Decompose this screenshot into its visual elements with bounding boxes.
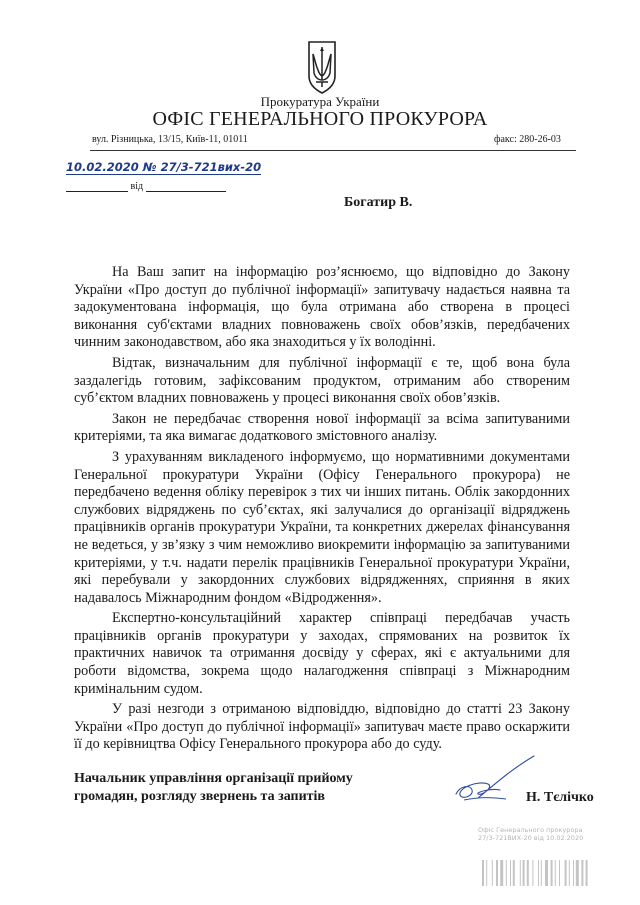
barcode-bar xyxy=(520,860,521,886)
barcode-bar xyxy=(545,860,548,886)
signatory-name: Н. Тєлічко xyxy=(526,790,594,805)
barcode-bar xyxy=(573,860,574,886)
ref-number-blank xyxy=(66,191,128,192)
registration-stamp xyxy=(478,826,628,842)
letter-body xyxy=(74,264,570,757)
barcode-bar xyxy=(555,860,556,886)
barcode-bar xyxy=(541,860,542,886)
body-paragraph: Відтак, визначальним для публічної інформації є те, щоб вона була заздалегідь готовим, зафіксованим продуктом, отриманим або створеним суб’єктом владних повноважень у процесі виконання своїх обов’язків. xyxy=(74,354,570,407)
barcode-bar xyxy=(523,860,525,886)
barcode-icon xyxy=(482,860,618,886)
addressee: Богатир В. xyxy=(344,195,413,210)
body-paragraph: Експертно-консультаційний характер співпраці передбачав участь працівників органів прокуратури у заходах, спрямованих на розвиток їх практичних навичок та отримання досвіду у сферах, які є актуальними для роботи відомства, зокрема щодо налагодження співпраці з Міжнародним кримінальним судом. xyxy=(74,610,570,697)
body-paragraph: У разі незгоди з отриманою відповіддю, відповідно до статті 23 Закону України «Про доступ до публічної інформації» запитувач маєте право оскаржити її до керівництва Офісу Генерального прокурора або до суду. xyxy=(74,701,570,753)
handwritten-signature xyxy=(448,750,538,810)
org-name: Прокуратура України xyxy=(260,94,380,109)
barcode-bar xyxy=(500,860,503,886)
header-divider xyxy=(90,150,576,151)
office-title: ОФІС ГЕНЕРАЛЬНОГО ПРОКУРОРА xyxy=(152,108,488,130)
barcode-bar xyxy=(538,860,539,886)
barcode-bar xyxy=(581,860,583,886)
body-paragraph: З урахуванням викладеного інформуємо, що нормативними документами Генеральної прокуратури України (Офісу Генерального прокурора) не передбачено ведення обліку перевірок з тих чи інших питань. Облік закордонних службових відряджень по суб’єктах, які залучалися до організації відряджень працівників органів прокуратури України, та конкретних джерелах фінансування не ведеться, у зв’язку з чим неможливо виокремити інформацію за запитуваними критеріями, у т.ч. надати перелік працівників Генеральної прокуратури України, які перебували у закордонних службових відрядженнях, сприяння в яких надавалось Міжнародним фондом «Відродження». xyxy=(74,448,570,606)
signatory-position-line: Начальник управління організації прийому xyxy=(74,771,353,786)
barcode-bar xyxy=(576,860,579,886)
reference-line xyxy=(66,181,226,192)
barcode-bar xyxy=(510,860,511,886)
signatory-position xyxy=(74,770,353,806)
ref-from-label: від xyxy=(130,181,144,192)
office-fax: факс: 280-26-03 xyxy=(494,134,561,145)
stamp-line: 27/3-721ВИХ-20 від 10.02.2020 xyxy=(478,834,584,842)
barcode-bar xyxy=(513,860,515,886)
office-address: вул. Різницька, 13/15, Київ-11, 01011 xyxy=(92,134,248,145)
body-paragraph: На Ваш запит на інформацію роз’яснюємо, що відповідно до Закону України «Про доступ до публічної інформації» запитувачу надається наявна та задокументована інформація, що була отримана або створена в процесі виконання суб'єктами владних повноважень своїх обов’язків, передбачених чинним законодавством, або яка знаходиться у їх володінні. xyxy=(74,264,570,351)
barcode-bar xyxy=(569,860,570,886)
signatory-position-line: громадян, розгляду звернень та запитів xyxy=(74,789,325,804)
barcode-bar xyxy=(532,860,533,886)
barcode-bar xyxy=(486,860,487,886)
trident-icon xyxy=(306,40,338,94)
barcode-bar xyxy=(586,860,588,886)
barcode-bar xyxy=(496,860,498,886)
barcode-bar xyxy=(482,860,484,886)
outgoing-number-text: 10.02.2020 № 27/3-721вих-20 xyxy=(66,160,262,174)
barcode-bar xyxy=(565,860,567,886)
barcode-bar xyxy=(559,860,560,886)
barcode-bar xyxy=(527,860,529,886)
barcode-bar xyxy=(551,860,553,886)
barcode-bar xyxy=(492,860,493,886)
ref-date-blank xyxy=(146,191,226,192)
outgoing-number xyxy=(66,160,261,174)
stamp-line: Офіс Генерального прокурора xyxy=(478,826,583,834)
body-paragraph: Закон не передбачає створення нової інформації за всіма запитуваними критеріями, та яка вимагає додаткового змістовного аналізу. xyxy=(74,410,570,445)
barcode-bar xyxy=(506,860,507,886)
